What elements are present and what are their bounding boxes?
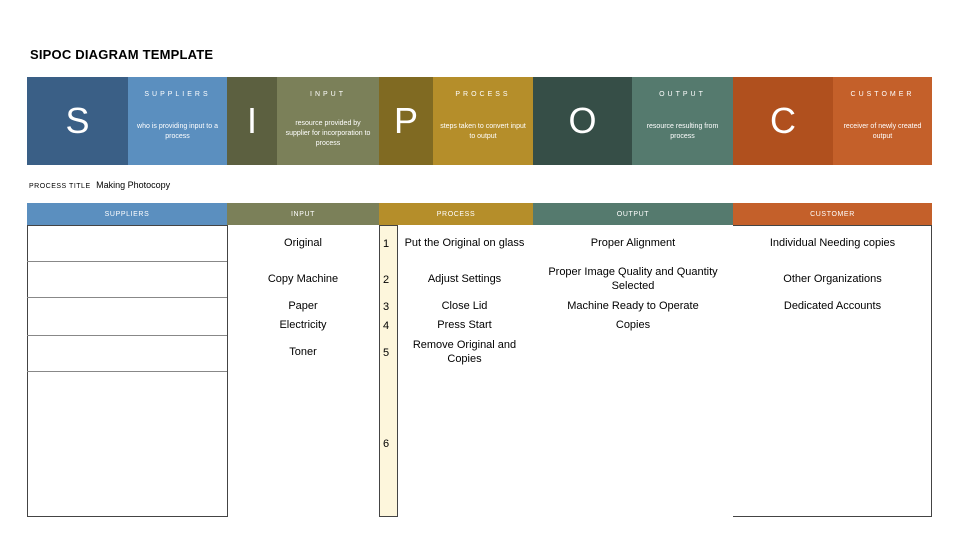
process-title-key: PROCESS TITLE	[29, 183, 91, 190]
process-desc: steps taken to convert input to output	[440, 123, 526, 141]
process-step: Put the Original on glass	[404, 237, 525, 250]
p-letter-block	[379, 77, 433, 165]
suppliers-panel	[128, 77, 227, 165]
process-title	[29, 180, 170, 190]
process-step: Press Start	[437, 319, 492, 332]
o-letter-block	[533, 77, 632, 165]
input-cell: Paper	[288, 300, 318, 313]
input-desc: resource provided by supplier for incorporation to process	[285, 120, 371, 148]
header-customer: CUSTOMER	[733, 203, 932, 225]
customer-cell: Other Organizations	[783, 273, 882, 286]
process-step-number: 3	[383, 301, 390, 313]
output-desc: resource resulting from process	[646, 123, 719, 141]
header-output: OUTPUT	[533, 203, 733, 225]
input-cell: Electricity	[279, 319, 327, 332]
suppliers-row-divider	[27, 371, 227, 372]
customer-cell: Individual Needing copies	[769, 237, 896, 250]
p-letter: P	[393, 100, 418, 141]
input-cell: Toner	[289, 346, 317, 359]
process-number-column	[379, 225, 398, 517]
suppliers-row-divider	[27, 335, 227, 336]
s-letter-block	[27, 77, 128, 165]
suppliers-row-divider	[27, 261, 227, 262]
input-panel	[277, 77, 379, 165]
customer-panel	[833, 77, 932, 165]
process-step-number: 5	[383, 347, 390, 359]
process-step-number: 4	[383, 320, 390, 332]
c-letter-block	[733, 77, 833, 165]
suppliers-label: SUPPLIERS	[144, 91, 211, 98]
customer-column	[733, 225, 932, 517]
output-cell: Proper Alignment	[590, 237, 676, 250]
customer-cell: Dedicated Accounts	[783, 300, 882, 313]
i-letter-block	[227, 77, 277, 165]
customer-desc: receiver of newly created output	[843, 123, 922, 141]
process-step: Close Lid	[441, 300, 488, 313]
process-step: Adjust Settings	[427, 273, 502, 286]
output-cell: Proper Image Quality and Quantity Selected	[548, 266, 718, 292]
suppliers-desc: who is providing input to a process	[137, 123, 218, 141]
o-letter: O	[568, 100, 597, 141]
input-label: INPUT	[310, 91, 346, 98]
header-input: INPUT	[227, 203, 379, 225]
input-cell: Copy Machine	[267, 273, 339, 286]
process-title-value: Making Photocopy	[96, 180, 171, 190]
header-suppliers: SUPPLIERS	[27, 203, 227, 225]
process-panel	[433, 77, 533, 165]
process-step-number: 1	[383, 238, 390, 250]
customer-label: CUSTOMER	[850, 91, 915, 98]
page-title: SIPOC DIAGRAM TEMPLATE	[30, 47, 214, 62]
process-step-number: 6	[383, 438, 390, 450]
output-label: OUTPUT	[659, 91, 706, 98]
header-process: PROCESS	[379, 203, 533, 225]
input-cell: Original	[284, 237, 322, 250]
output-panel	[632, 77, 733, 165]
suppliers-row-divider	[27, 297, 227, 298]
process-step: Remove Original and Copies	[412, 339, 517, 365]
i-letter: I	[246, 100, 257, 141]
process-step-number: 2	[383, 274, 390, 286]
output-cell: Copies	[615, 319, 651, 332]
c-letter: C	[770, 100, 796, 141]
process-label: PROCESS	[455, 91, 511, 98]
s-letter: S	[65, 100, 90, 141]
output-cell: Machine Ready to Operate	[567, 300, 699, 313]
